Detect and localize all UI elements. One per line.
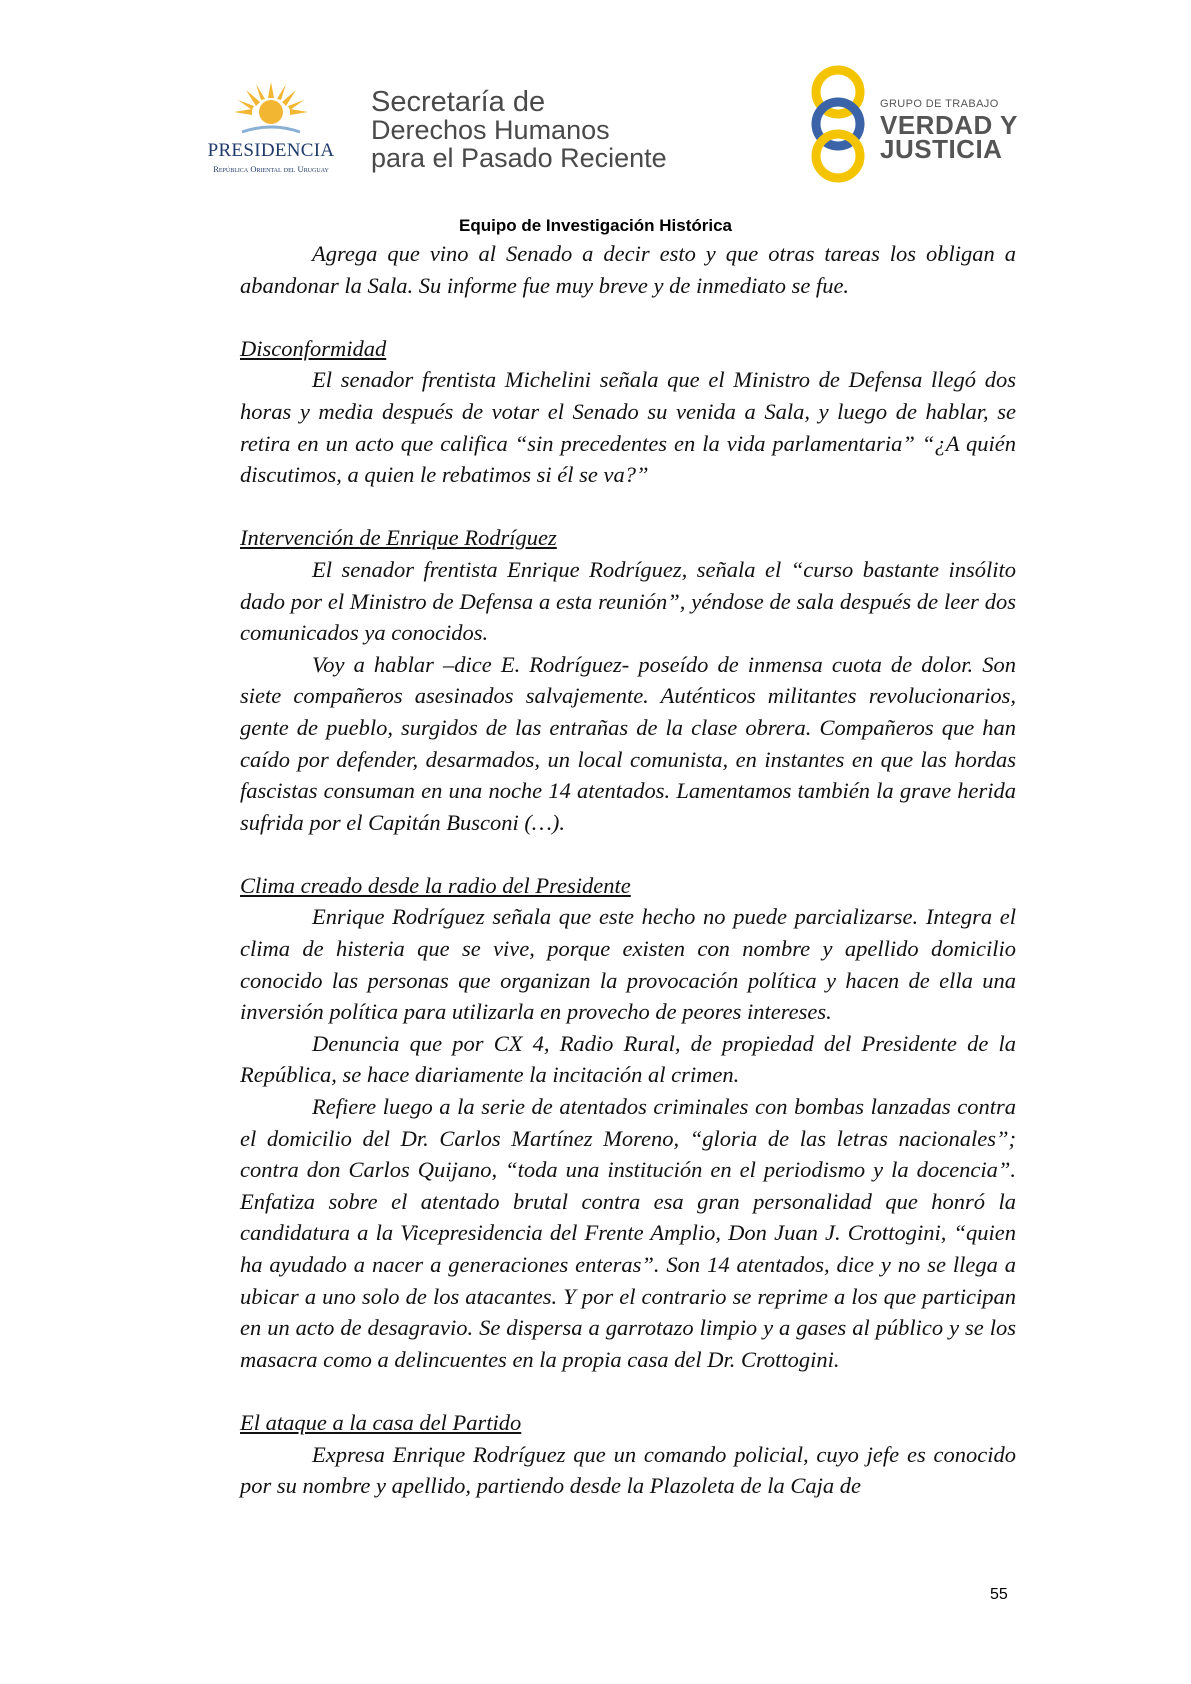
verdad-justicia-logo [808, 62, 1018, 187]
justicia-label: JUSTICIA [880, 134, 1003, 164]
verdad-label: VERDAD Y [880, 110, 1018, 140]
paragraph: Refiere luego a la serie de atentados criminales con bombas lanzadas contra el domicilio del Dr. Carlos Martínez Moreno, “gloria de las letras nacionales”; contra don Carlos Quijano, “toda una institución en el periodismo y la docencia”. Enfatiza sobre el atentado brutal contra esa gran personalidad que honró la candidatura a la Vicepresidencia del Frente Amplio, Don Juan J. Crottogini, “quien ha ayudado a nacer a generaciones enteras”. Son 14 atentados, dice y no se llega a ubicar a uno solo de los atacantes. Y por el contrario se reprime a los que participan en un acto de desagravio. Se dispersa a garrotazo limpio y a gases al público y se los masacra como a delincuentes en la propia casa del Dr. Crottogini. [240, 1094, 1016, 1372]
presidencia-name: PRESIDENCIA [207, 140, 335, 161]
secretaria-line2: Derechos Humanos [371, 115, 610, 145]
secretaria-line3: para el Pasado Reciente [371, 143, 667, 173]
section-heading-intervencion: Intervención de Enrique Rodríguez [240, 525, 557, 551]
document-body [240, 238, 1016, 1502]
team-title: Equipo de Investigación Histórica [459, 216, 732, 235]
rings-icon [808, 62, 878, 187]
paragraph: Denuncia que por CX 4, Radio Rural, de propiedad del Presidente de la República, se hace diariamente la incitación al crimen. [240, 1030, 1016, 1088]
grupo-label: GRUPO DE TRABAJO [880, 98, 999, 110]
presidencia-logo [196, 82, 346, 182]
section-heading-ataque: El ataque a la casa del Partido [240, 1409, 522, 1435]
presidencia-subtitle: República Oriental del Uruguay [213, 164, 329, 174]
paragraph: Expresa Enrique Rodríguez que un comando policial, cuyo jefe es conocido por su nombre y apellido, partiendo desde la Plazoleta de la Caja de [240, 1441, 1016, 1499]
secretaria-line1: Secretaría de [371, 86, 546, 118]
paragraph: Voy a hablar –dice E. Rodríguez- poseído de inmensa cuota de dolor. Son siete compañeros asesinados salvajemente. Auténticos militantes revolucionarios, gente de pueblo, surgidos de las entrañas de la clase obrera. Compañeros que han caído por defender, desarmados, un local comunista, en instantes en que las hordas fascistas consuman en una noche 14 atentados. Lamentamos también la grave herida sufrida por el Capitán Busconi (…). [240, 651, 1016, 835]
paragraph: Enrique Rodríguez señala que este hecho no puede parcializarse. Integra el clima de histeria que se vive, porque existen con nombre y apellido domicilio conocido las personas que organizan la provocación política y hacen de ella una inversión política para utilizarla en provecho de peores intereses. [240, 904, 1016, 1025]
sun-icon [234, 82, 308, 138]
page-header [0, 0, 1191, 210]
paragraph: El senador frentista Michelini señala que el Ministro de Defensa llegó dos horas y media después de votar el Senado su venida a Sala, y luego de hablar, se retira en un acto que califica “sin precedentes en la vida parlamentaria” “¿A quién discutimos, a quien le rebatimos si él se va?” [240, 367, 1016, 488]
section-heading-clima: Clima creado desde la radio del Presidente [240, 872, 631, 898]
paragraph: El senador frentista Enrique Rodríguez, señala el “curso bastante insólito dado por el Ministro de Defensa a esta reunión”, yéndose de sala después de leer dos comunicados ya conocidos. [240, 556, 1016, 646]
intro-paragraph: Agrega que vino al Senado a decir esto y que otras tareas los obligan a abandonar la Sala. Su informe fue muy breve y de inmediato se fue. [240, 241, 1016, 298]
page-number: 55 [990, 1586, 1008, 1603]
secretaria-logo-text [371, 88, 667, 172]
section-heading-disconformidad: Disconformidad [240, 335, 387, 361]
